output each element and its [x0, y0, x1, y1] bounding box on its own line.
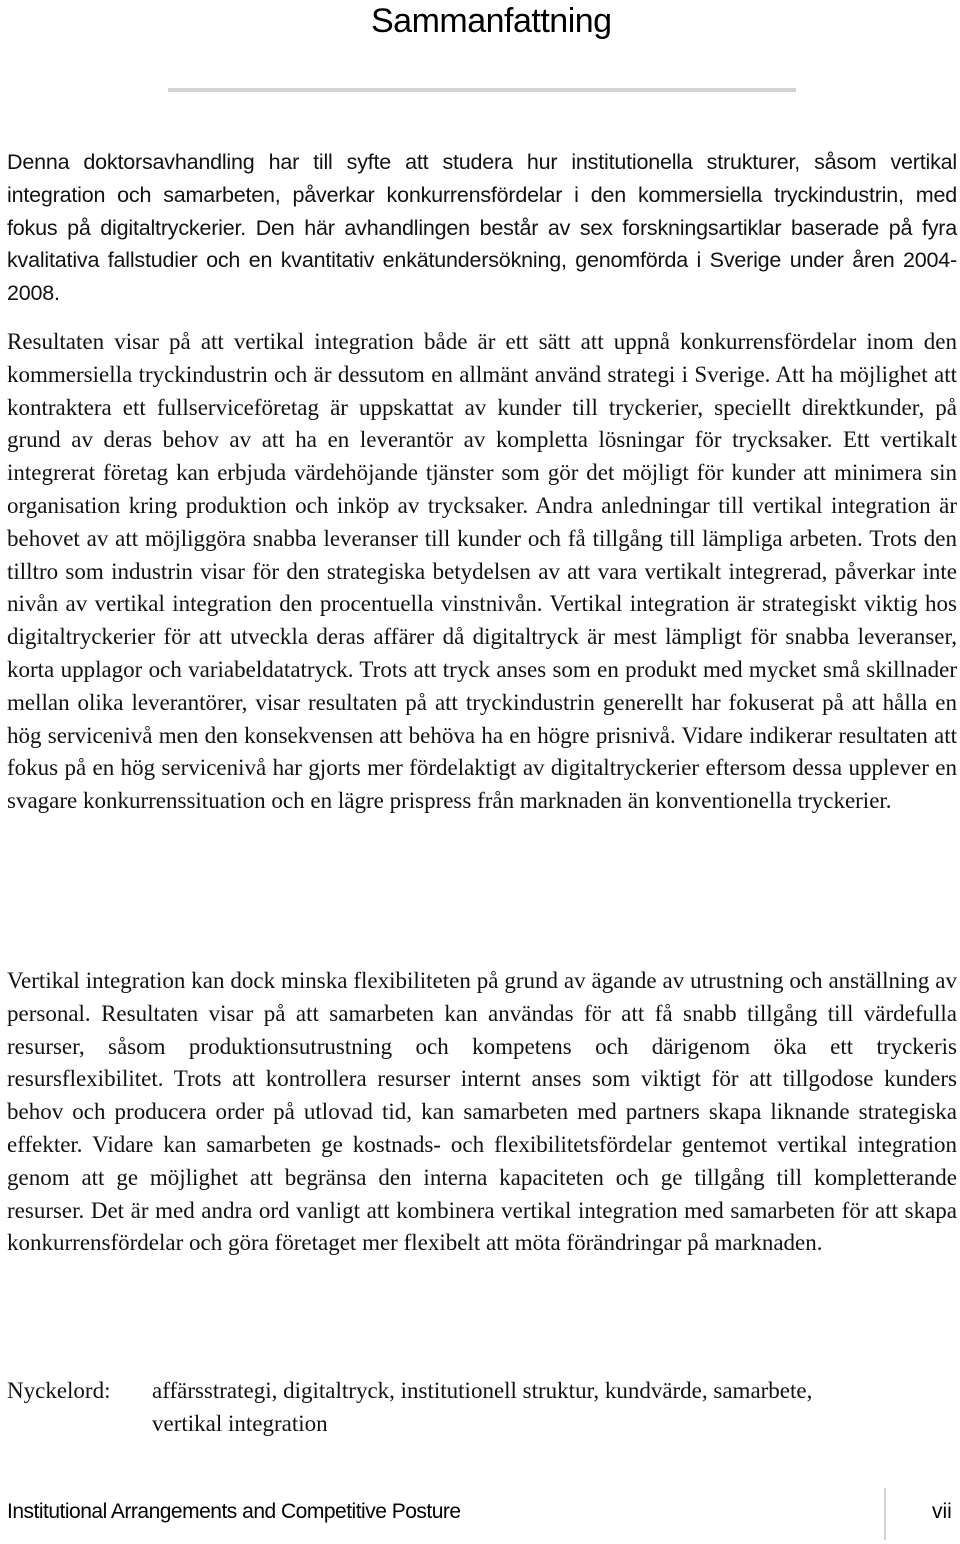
paragraph-collaboration: Vertikal integration kan dock minska flexibiliteten på grund av ägande av utrustning och anställning av personal. Resultaten visar på att samarbeten kan användas för att få snabb tillgång till värdefulla resurser, såsom produktionsutrustning och kompetens och därigenom öka ett tryckeris resursflexibilitet. Trots att kontrollera resurser internt anses som viktigt för att tillgodose kunders behov och producera order på utlovad tid, kan samarbeten med partners skapa liknande strategiska effekter. Vidare kan samarbeten ge kostnads- och flexibilitetsfördelar gentemot vertikal integration genom att ge möjlighet att begränsa den interna kapaciteten och ge tillgång till kompletterande resurser. Det är med andra ord vanligt att kombinera vertikal integration med samarbeten för att skapa konkurrensfördelar och göra företaget mer flexibelt att möta förändringar på marknaden. [7, 968, 957, 1256]
keywords-text: affärsstrategi, digitaltryck, institutionell struktur, kundvärde, samarbete, vertikal integration [152, 1378, 813, 1436]
footer-divider [884, 1488, 886, 1540]
paragraph-results: Resultaten visar på att vertikal integration både är ett sätt att uppnå konkurrensfördelar inom den kommersiella tryckindustrin och är dessutom en allmänt använd strategi i Sverige. Att ha möjlighet att kontraktera ett fullserviceföretag är uppskattat av kunder till tryckerier, speciellt direktkunder, på grund av deras behov av att ha en leverantör av kompletta lösningar för trycksaker. Ett vertikalt integrerat företag kan erbjuda värdehöjande tjänster som gör det möjligt för kunder att minimera sin organisation kring produktion och inköp av trycksaker. Andra anledningar till vertikal integration är behovet av att möjliggöra snabba leveranser till kunder och få tillgång till lämpliga arbeten. Trots den tilltro som industrin visar för den strategiska betydelsen av att vara vertikalt integrerad, påverkar inte nivån av vertikal integration den procentuella vinstnivån. Vertikal integration är strategiskt viktig hos digitaltryckerier för att utveckla deras affärer då digitaltryck är mest lämpligt för snabba leveranser, korta upplagor och variabeldatatryck. Trots att tryck anses som en produkt med mycket små skillnader mellan olika leverantörer, visar resultaten på att tryckindustrin generellt har fokuserat på att hålla en hög servicenivå men den konsekvensen att behöva ha en högre prisnivå. Vidare indikerar resultaten att fokus på en hög servicenivå har gjorts mer fördelaktigt av digitaltryckerier eftersom dessa upplever en svagare konkurrenssituation och en lägre prispress från marknaden än konventionella tryckerier. [7, 329, 957, 814]
keywords-block [7, 1375, 957, 1441]
paragraph-intro: Denna doktorsavhandling har till syfte att studera hur institutionella strukturer, såsom vertikal integration och samarbeten, påverkar konkurrensfördelar i den kommersiella tryckindustrin, med fokus på digitaltryckerier. Den här avhandlingen består av sex forskningsartiklar baserade på fyra kvalitativa fallstudier och en kvantitativ enkätundersökning, genomförda i Sverige under åren 2004-2008. [7, 150, 957, 306]
page-title: Sammanfattning [371, 2, 612, 40]
title-divider [168, 88, 796, 92]
keywords-label: Nyckelord: [7, 1378, 111, 1403]
footer-title: Institutional Arrangements and Competitive Posture [7, 1500, 461, 1523]
page-number: vii [932, 1500, 952, 1523]
